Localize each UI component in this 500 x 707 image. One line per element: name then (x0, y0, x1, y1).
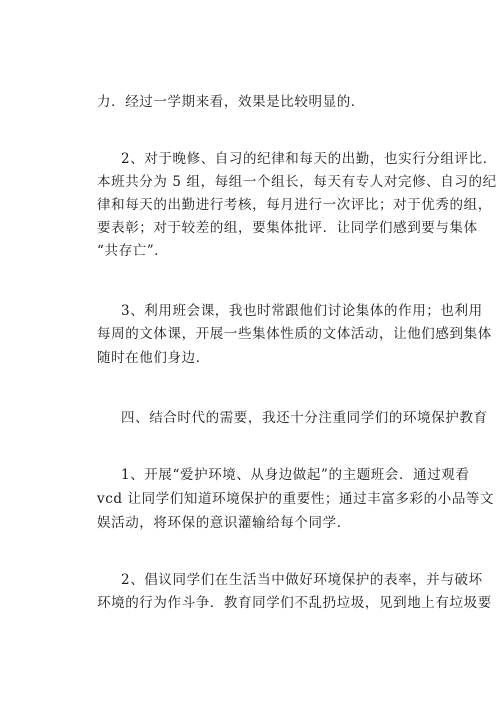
text-line-2: 2、对于晚修、自习的纪律和每天的出勤，也实行分组评比． (121, 151, 497, 167)
text-line-12: vcd 让同学们知道环境保护的重要性；通过丰富多彩的小品等文 (97, 491, 495, 507)
text-line-6: “共存亡”． (97, 243, 169, 259)
text-line-7: 3、利用班会课，我也时常跟他们讨论集体的作用；也利用 (121, 303, 483, 319)
text-line-4: 律和每天的出勤进行考核，每月进行一次评比；对于优秀的组， (97, 197, 492, 213)
text-line-5: 要表彰；对于较差的组，要集体批评．让同学们感到要与集体 (97, 220, 478, 236)
text-line-8: 每周的文体课，开展一些集体性质的文体活动，让他们感到集体 (97, 326, 492, 342)
text-line-1: 力．经过一学期来看，效果是比较明显的． (97, 94, 365, 110)
text-line-9: 随时在他们身边． (97, 350, 210, 366)
text-line-15: 环境的行为作斗争．教育同学们不乱扔垃圾，见到地上有垃圾要 (97, 595, 492, 611)
text-line-11: 1、开展“爱护环境、从身边做起”的主题班会．通过观看 (121, 467, 470, 483)
section-heading-4: 四、结合时代的需要，我还十分注重同学们的环境保护教育 (121, 410, 488, 426)
text-line-3: 本班共分为 5 组，每组一个组长，每天有专人对完修、自习的纪 (97, 174, 497, 190)
text-line-14: 2、倡议同学们在生活当中做好环境保护的表率，并与破坏 (121, 572, 483, 588)
text-line-13: 娱活动，将环保的意识灌输给每个同学． (97, 515, 351, 531)
